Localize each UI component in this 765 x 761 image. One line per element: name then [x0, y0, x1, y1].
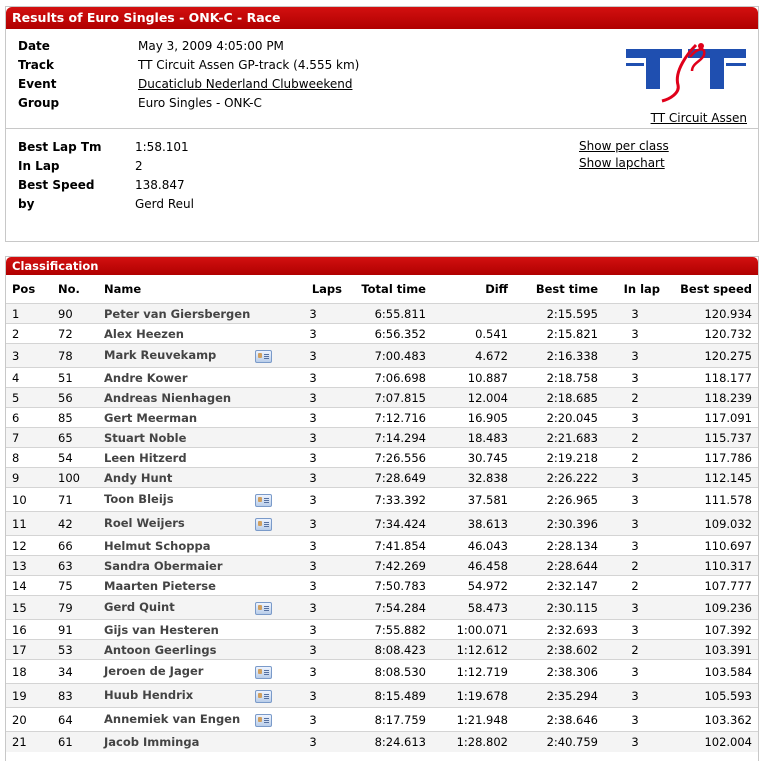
total-time-cell: 7:00.483: [348, 344, 432, 368]
number-cell: 63: [52, 556, 98, 576]
best-speed-cell: 107.392: [666, 620, 758, 640]
rider-name: Andy Hunt: [104, 470, 173, 485]
pos-cell: 20: [6, 708, 52, 732]
best-speed-cell: 115.737: [666, 428, 758, 448]
rider-card-icon[interactable]: [255, 518, 272, 531]
best-time-cell: 2:18.685: [514, 388, 604, 408]
number-cell: 61: [52, 732, 98, 752]
total-time-cell: 7:14.294: [348, 428, 432, 448]
table-row[interactable]: [6, 368, 758, 388]
rider-card-icon[interactable]: [255, 690, 272, 703]
rider-name: Gijs van Hesteren: [104, 622, 219, 637]
total-time-cell: 8:08.530: [348, 660, 432, 684]
group-label: Group: [18, 96, 60, 110]
total-time-cell: 8:08.423: [348, 640, 432, 660]
rider-name: Annemiek van Engen: [104, 712, 241, 726]
by-value: Gerd Reul: [135, 197, 194, 211]
number-cell: 53: [52, 640, 98, 660]
rider-name: Toon Bleijs: [104, 492, 174, 506]
best-time-cell: 2:30.396: [514, 512, 604, 536]
diff-cell: 46.043: [432, 536, 514, 556]
diff-cell: 58.473: [432, 596, 514, 620]
in-lap-cell: 3: [604, 344, 666, 368]
best-time-cell: 2:28.644: [514, 556, 604, 576]
tt-circuit-assen-link[interactable]: TT Circuit Assen: [650, 111, 747, 125]
table-row[interactable]: [6, 448, 758, 468]
best-speed-cell: 109.032: [666, 512, 758, 536]
rider-card-icon[interactable]: [255, 714, 272, 727]
number-cell: 71: [52, 488, 98, 512]
pos-cell: 15: [6, 596, 52, 620]
rider-name: Roel Weijers: [104, 516, 185, 530]
best-time-cell: 2:30.115: [514, 596, 604, 620]
rider-name: Gerd Quint: [104, 600, 175, 614]
best-time-cell: 2:28.134: [514, 536, 604, 556]
results-panel: [5, 6, 759, 242]
diff-cell: 1:19.678: [432, 684, 514, 708]
best-speed-cell: 102.004: [666, 732, 758, 752]
event-link[interactable]: Ducaticlub Nederland Clubweekend: [138, 77, 353, 91]
number-cell: 78: [52, 344, 98, 368]
best-speed-cell: 120.732: [666, 324, 758, 344]
laps-cell: 3: [278, 408, 348, 428]
in-lap-cell: 3: [604, 596, 666, 620]
table-row[interactable]: [6, 388, 758, 408]
table-row[interactable]: [6, 408, 758, 428]
logo-text: TT: [626, 41, 628, 42]
number-cell: 64: [52, 708, 98, 732]
in-lap-cell: 2: [604, 556, 666, 576]
table-row[interactable]: [6, 684, 758, 708]
table-row[interactable]: [6, 596, 758, 620]
table-row[interactable]: [6, 536, 758, 556]
best-time-cell: 2:40.759: [514, 732, 604, 752]
pos-cell: 13: [6, 556, 52, 576]
number-cell: 42: [52, 512, 98, 536]
classification-header: Classification: [6, 257, 758, 275]
rider-name: Maarten Pieterse: [104, 578, 216, 593]
table-row[interactable]: [6, 488, 758, 512]
pos-cell: 17: [6, 640, 52, 660]
best-speed-cell: 117.786: [666, 448, 758, 468]
name-cell: [98, 344, 278, 368]
diff-cell: 37.581: [432, 488, 514, 512]
date-value: May 3, 2009 4:05:00 PM: [138, 39, 284, 53]
classification-rows: [6, 304, 758, 752]
name-cell: [98, 732, 278, 752]
name-cell: [98, 684, 278, 708]
col-total-time[interactable]: Total time: [348, 275, 432, 304]
rider-name: Huub Hendrix: [104, 688, 194, 702]
total-time-cell: 7:12.716: [348, 408, 432, 428]
rider-name: Jacob Imminga: [104, 734, 200, 749]
best-time-cell: 2:20.045: [514, 408, 604, 428]
diff-cell: 32.838: [432, 468, 514, 488]
name-cell: [98, 660, 278, 684]
in-lap-cell: 3: [604, 468, 666, 488]
laps-cell: 3: [278, 684, 348, 708]
total-time-cell: 7:33.392: [348, 488, 432, 512]
name-cell: [98, 640, 278, 660]
in-lap-cell: 3: [604, 620, 666, 640]
best-speed-cell: 118.177: [666, 368, 758, 388]
diff-cell: 30.745: [432, 448, 514, 468]
best-speed-label: Best Speed: [18, 178, 95, 192]
laps-cell: 3: [278, 488, 348, 512]
laps-cell: 3: [278, 640, 348, 660]
col-laps[interactable]: Laps: [278, 275, 348, 304]
laps-cell: 3: [278, 660, 348, 684]
diff-cell: [432, 304, 514, 324]
diff-cell: 38.613: [432, 512, 514, 536]
best-speed-cell: 103.362: [666, 708, 758, 732]
laps-cell: 3: [278, 428, 348, 448]
rider-name: Antoon Geerlings: [104, 642, 217, 657]
diff-cell: 18.483: [432, 428, 514, 448]
total-time-cell: 7:54.284: [348, 596, 432, 620]
name-cell: [98, 304, 278, 324]
table-row[interactable]: [6, 708, 758, 732]
diff-cell: 12.004: [432, 388, 514, 408]
show-per-class-link[interactable]: Show per class: [579, 139, 669, 153]
name-cell: [98, 536, 278, 556]
date-label: Date: [18, 39, 50, 53]
laps-cell: 3: [278, 324, 348, 344]
rider-card-icon[interactable]: [255, 350, 272, 363]
table-row[interactable]: [6, 512, 758, 536]
best-time-cell: 2:26.965: [514, 488, 604, 512]
total-time-cell: 7:28.649: [348, 468, 432, 488]
group-value: Euro Singles - ONK-C: [138, 96, 262, 110]
col-pos[interactable]: Pos: [6, 275, 52, 304]
best-time-cell: 2:32.147: [514, 576, 604, 596]
number-cell: 56: [52, 388, 98, 408]
best-speed-cell: 112.145: [666, 468, 758, 488]
best-time-cell: 2:38.306: [514, 660, 604, 684]
table-row[interactable]: [6, 620, 758, 640]
col-name[interactable]: Name: [98, 275, 278, 304]
track-label: Track: [18, 58, 54, 72]
pos-cell: 21: [6, 732, 52, 752]
best-speed-cell: 105.593: [666, 684, 758, 708]
in-lap-cell: 3: [604, 368, 666, 388]
laps-cell: 3: [278, 512, 348, 536]
in-lap-cell: 3: [604, 408, 666, 428]
name-cell: [98, 324, 278, 344]
diff-cell: 0.541: [432, 324, 514, 344]
number-cell: 100: [52, 468, 98, 488]
total-time-cell: 8:17.759: [348, 708, 432, 732]
number-cell: 91: [52, 620, 98, 640]
in-lap-cell: 3: [604, 512, 666, 536]
table-header-row: [6, 275, 758, 304]
in-lap-cell: 3: [604, 684, 666, 708]
in-lap-label: In Lap: [18, 159, 60, 173]
diff-cell: 46.458: [432, 556, 514, 576]
name-cell: [98, 388, 278, 408]
number-cell: 51: [52, 368, 98, 388]
rider-name: Andre Kower: [104, 370, 188, 385]
pos-cell: 5: [6, 388, 52, 408]
diff-cell: 1:21.948: [432, 708, 514, 732]
diff-cell: 1:12.612: [432, 640, 514, 660]
pos-cell: 2: [6, 324, 52, 344]
info-divider: [6, 128, 758, 129]
diff-cell: 4.672: [432, 344, 514, 368]
pos-cell: 8: [6, 448, 52, 468]
total-time-cell: 7:26.556: [348, 448, 432, 468]
number-cell: 65: [52, 428, 98, 448]
total-time-cell: 7:42.269: [348, 556, 432, 576]
total-time-cell: 6:55.811: [348, 304, 432, 324]
best-time-cell: 2:18.758: [514, 368, 604, 388]
total-time-cell: 6:56.352: [348, 324, 432, 344]
in-lap-cell: 2: [604, 428, 666, 448]
number-cell: 75: [52, 576, 98, 596]
in-lap-value: 2: [135, 159, 143, 173]
number-cell: 79: [52, 596, 98, 620]
number-cell: 90: [52, 304, 98, 324]
number-cell: 72: [52, 324, 98, 344]
number-cell: 54: [52, 448, 98, 468]
laps-cell: 3: [278, 368, 348, 388]
pos-cell: 16: [6, 620, 52, 640]
in-lap-cell: 3: [604, 732, 666, 752]
pos-cell: 11: [6, 512, 52, 536]
col-no[interactable]: No.: [52, 275, 98, 304]
table-row[interactable]: [6, 732, 758, 752]
table-row[interactable]: [6, 344, 758, 368]
table-row[interactable]: [6, 468, 758, 488]
diff-cell: 1:12.719: [432, 660, 514, 684]
diff-cell: 16.905: [432, 408, 514, 428]
rider-name: Leen Hitzerd: [104, 450, 187, 465]
laps-cell: 3: [278, 596, 348, 620]
laps-cell: 3: [278, 708, 348, 732]
pos-cell: 6: [6, 408, 52, 428]
pos-cell: 9: [6, 468, 52, 488]
by-label: by: [18, 197, 35, 211]
name-cell: [98, 408, 278, 428]
laps-cell: 3: [278, 556, 348, 576]
in-lap-cell: 2: [604, 448, 666, 468]
in-lap-cell: 3: [604, 304, 666, 324]
in-lap-cell: 3: [604, 324, 666, 344]
col-diff[interactable]: Diff: [432, 275, 514, 304]
laps-cell: 3: [278, 448, 348, 468]
best-speed-cell: 110.317: [666, 556, 758, 576]
laps-cell: 3: [278, 304, 348, 324]
number-cell: 34: [52, 660, 98, 684]
total-time-cell: 7:41.854: [348, 536, 432, 556]
table-row[interactable]: [6, 428, 758, 448]
best-time-cell: 2:19.218: [514, 448, 604, 468]
name-cell: [98, 368, 278, 388]
best-time-cell: 2:32.693: [514, 620, 604, 640]
laps-cell: 3: [278, 732, 348, 752]
track-value: TT Circuit Assen GP-track (4.555 km): [138, 58, 360, 72]
total-time-cell: 7:50.783: [348, 576, 432, 596]
table-row[interactable]: [6, 556, 758, 576]
name-cell: [98, 708, 278, 732]
rider-name: Alex Heezen: [104, 326, 184, 341]
best-time-cell: 2:15.595: [514, 304, 604, 324]
diff-cell: 1:00.071: [432, 620, 514, 640]
best-time-cell: 2:38.602: [514, 640, 604, 660]
show-lapchart-link[interactable]: Show lapchart: [579, 156, 665, 170]
laps-cell: 3: [278, 388, 348, 408]
best-time-cell: 2:21.683: [514, 428, 604, 448]
in-lap-cell: 3: [604, 536, 666, 556]
diff-cell: 10.887: [432, 368, 514, 388]
total-time-cell: 7:34.424: [348, 512, 432, 536]
name-cell: [98, 576, 278, 596]
best-speed-cell: 107.777: [666, 576, 758, 596]
pos-cell: 10: [6, 488, 52, 512]
best-speed-cell: 103.391: [666, 640, 758, 660]
pos-cell: 7: [6, 428, 52, 448]
best-speed-cell: 117.091: [666, 408, 758, 428]
best-speed-value: 138.847: [135, 178, 185, 192]
name-cell: [98, 556, 278, 576]
in-lap-cell: 3: [604, 660, 666, 684]
table-row[interactable]: [6, 324, 758, 344]
laps-cell: 3: [278, 344, 348, 368]
best-speed-cell: 118.239: [666, 388, 758, 408]
classification-panel: [5, 256, 759, 761]
classification-table: [6, 275, 758, 752]
best-time-cell: 2:16.338: [514, 344, 604, 368]
rider-name: Helmut Schoppa: [104, 538, 211, 553]
table-row[interactable]: [6, 304, 758, 324]
pos-cell: 18: [6, 660, 52, 684]
table-row[interactable]: [6, 640, 758, 660]
best-speed-cell: 111.578: [666, 488, 758, 512]
pos-cell: 12: [6, 536, 52, 556]
results-header: Results of Euro Singles - ONK-C - Race: [6, 7, 758, 29]
pos-cell: 4: [6, 368, 52, 388]
pos-cell: 1: [6, 304, 52, 324]
rider-name: Stuart Noble: [104, 430, 187, 445]
number-cell: 85: [52, 408, 98, 428]
in-lap-cell: 3: [604, 488, 666, 512]
laps-cell: 3: [278, 468, 348, 488]
name-cell: [98, 488, 278, 512]
pos-cell: 3: [6, 344, 52, 368]
number-cell: 83: [52, 684, 98, 708]
col-in-lap[interactable]: In lap: [604, 275, 666, 304]
best-time-cell: 2:26.222: [514, 468, 604, 488]
total-time-cell: 7:06.698: [348, 368, 432, 388]
rider-card-icon[interactable]: [255, 494, 272, 507]
col-best-time[interactable]: Best time: [514, 275, 604, 304]
in-lap-cell: 3: [604, 708, 666, 732]
rider-name: Mark Reuvekamp: [104, 348, 217, 362]
best-speed-cell: 120.275: [666, 344, 758, 368]
best-speed-cell: 110.697: [666, 536, 758, 556]
in-lap-cell: 2: [604, 388, 666, 408]
total-time-cell: 8:15.489: [348, 684, 432, 708]
name-cell: [98, 620, 278, 640]
total-time-cell: 7:55.882: [348, 620, 432, 640]
in-lap-cell: 2: [604, 640, 666, 660]
rider-card-icon[interactable]: [255, 602, 272, 615]
total-time-cell: 8:24.613: [348, 732, 432, 752]
table-row[interactable]: [6, 576, 758, 596]
diff-cell: 54.972: [432, 576, 514, 596]
best-lap-label: Best Lap Tm: [18, 140, 102, 154]
rider-name: Sandra Obermaier: [104, 558, 223, 573]
view-links: [579, 138, 669, 172]
best-speed-cell: 103.584: [666, 660, 758, 684]
laps-cell: 3: [278, 620, 348, 640]
best-time-cell: 2:38.646: [514, 708, 604, 732]
tt-circuit-logo[interactable]: [626, 41, 748, 103]
total-time-cell: 7:07.815: [348, 388, 432, 408]
name-cell: [98, 468, 278, 488]
pos-cell: 14: [6, 576, 52, 596]
laps-cell: 3: [278, 576, 348, 596]
number-cell: 66: [52, 536, 98, 556]
rider-name: Jeroen de Jager: [104, 664, 204, 678]
name-cell: [98, 428, 278, 448]
rider-name: Peter van Giersbergen: [104, 306, 251, 321]
best-speed-cell: 120.934: [666, 304, 758, 324]
rider-card-icon[interactable]: [255, 666, 272, 679]
col-best-speed[interactable]: Best speed: [666, 275, 758, 304]
best-lap-value: 1:58.101: [135, 140, 189, 154]
rider-name: Andreas Nienhagen: [104, 390, 232, 405]
event-label: Event: [18, 77, 57, 91]
pos-cell: 19: [6, 684, 52, 708]
name-cell: [98, 512, 278, 536]
laps-cell: 3: [278, 536, 348, 556]
table-row[interactable]: [6, 660, 758, 684]
in-lap-cell: 2: [604, 576, 666, 596]
best-speed-cell: 109.236: [666, 596, 758, 620]
diff-cell: 1:28.802: [432, 732, 514, 752]
name-cell: [98, 596, 278, 620]
rider-name: Gert Meerman: [104, 410, 198, 425]
best-time-cell: 2:15.821: [514, 324, 604, 344]
best-time-cell: 2:35.294: [514, 684, 604, 708]
name-cell: [98, 448, 278, 468]
